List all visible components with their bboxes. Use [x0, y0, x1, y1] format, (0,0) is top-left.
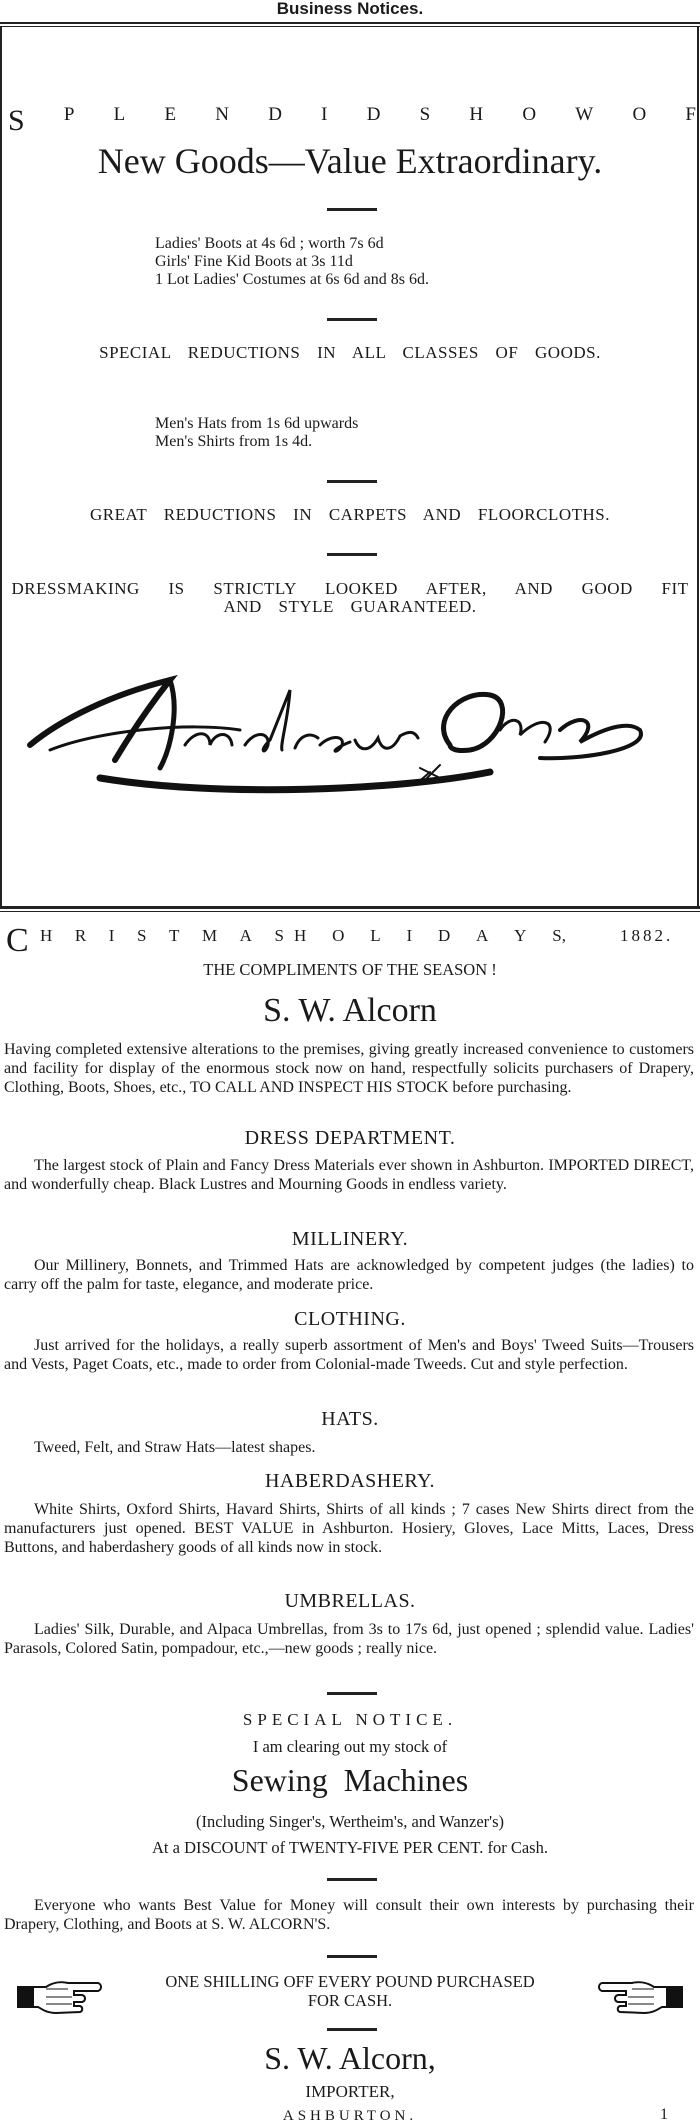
shilling-line-1: ONE SHILLING OFF EVERY POUND PURCHASED — [165, 1972, 535, 1991]
list-item: Girls' Fine Kid Boots at 3s 11d — [155, 253, 353, 270]
spaced-letter: I — [321, 104, 328, 125]
spaced-letter: I — [108, 926, 115, 945]
shilling-line-2: FOR CASH. — [307, 1991, 393, 2010]
holidays-word — [294, 926, 566, 946]
divider — [327, 480, 377, 483]
list-item: Men's Shirts from 1s 4d. — [155, 433, 313, 450]
spaced-letter: H — [40, 926, 53, 945]
section-millinery-text: Our Millinery, Bonnets, and Trimmed Hats are acknowledged by competent judges (the ladies) to carry off the palm for taste, elegance, and moderate price. — [4, 1257, 694, 1293]
list-item: 1 Lot Ladies' Costumes at 6s 6d and 8s 6d. — [155, 271, 429, 288]
spaced-letter: D — [437, 926, 451, 945]
special-notice: SPECIAL NOTICE. — [242, 1710, 458, 1729]
sewing-machines: Sewing Machines — [231, 1762, 469, 1798]
spaced-letter: S, — [552, 926, 566, 945]
mens-list — [155, 415, 555, 451]
section-haberdashery-title: HABERDASHERY. — [264, 1470, 436, 1492]
spaced-letter: I — [406, 926, 413, 945]
section-dress-title: DRESS DEPARTMENT. — [244, 1127, 456, 1149]
spaced-letter: N — [215, 104, 230, 125]
clearing-line: I am clearing out my stock of — [252, 1737, 448, 1756]
importer: IMPORTER, — [305, 2082, 395, 2101]
section-clothing-text: Just arrived for the holidays, a really superb assortment of Men's and Boys' Tweed Suits—Trousers and Vests, Paget Coats, etc., made to order from Colonial-made Tweeds. Cut and style perfection. — [4, 1337, 694, 1373]
spaced-letter: A — [476, 926, 489, 945]
section-clothing-title: CLOTHING. — [294, 1308, 406, 1330]
section-dress-text: The largest stock of Plain and Fancy Dress Materials ever shown in Ashburton. IMPORTED DIRECT, and wonderfully cheap. Black Lustres and Mourning Goods in endless variety. — [4, 1157, 694, 1193]
year: 1882. — [620, 926, 674, 945]
list-item: Men's Hats from 1s 6d upwards — [155, 415, 359, 432]
section-hats-title: HATS. — [321, 1408, 379, 1430]
divider — [327, 553, 377, 556]
header-rule-thin — [0, 26, 700, 27]
spaced-letter: D — [268, 104, 282, 125]
drop-cap-c: C — [6, 922, 29, 959]
divider — [327, 208, 377, 211]
spaced-letter: S — [419, 104, 431, 125]
spaced-letter: L — [113, 104, 126, 125]
spaced-letter: E — [164, 104, 177, 125]
divider — [327, 1692, 377, 1695]
spaced-letter: S — [8, 104, 25, 137]
spaced-letter: Y — [514, 926, 527, 945]
spaced-letter: F — [685, 104, 696, 125]
footer-name: S. W. Alcorn, — [264, 2040, 436, 2076]
spaced-letter: R — [74, 926, 87, 945]
section-millinery-title: MILLINERY. — [291, 1228, 409, 1250]
ad-separator-thin — [0, 911, 700, 912]
header-rule — [0, 22, 700, 24]
merchant-name: S. W. Alcorn — [263, 992, 437, 1029]
ad-headline: New Goods—Value Extraordinary. — [97, 141, 603, 181]
brands-line: (Including Singer's, Wertheim's, and Wanzer's) — [195, 1812, 505, 1831]
divider — [327, 1878, 377, 1881]
signature-andrew-orr — [20, 660, 680, 810]
divider — [327, 318, 377, 321]
ad-separator — [0, 906, 700, 909]
spaced-letter: D — [366, 104, 381, 125]
spaced-letter: L — [370, 926, 381, 945]
dressmaking-line-2: AND STYLE GUARANTEED. — [223, 597, 477, 616]
discount-line: At a DISCOUNT of TWENTY-FIVE PER CENT. for Cash. — [152, 1838, 548, 1857]
spaced-letter: M — [201, 926, 218, 945]
spaced-letter: A — [239, 926, 252, 945]
town: ASHBURTON. — [282, 2108, 418, 2124]
spaced-letter: O — [632, 104, 647, 125]
compliments: THE COMPLIMENTS OF THE SEASON ! — [203, 960, 497, 979]
spaced-letter: P — [63, 104, 75, 125]
spaced-letter: S — [136, 926, 147, 945]
christmas-word — [40, 926, 284, 946]
section-haberdashery-text: White Shirts, Oxford Shirts, Havard Shirts, Shirts of all kinds ; 7 cases New Shirts direct from the manufacturers just opened. BEST VALUE in Ashburton. Hosiery, Gloves, Lace Mitts, Laces, Dress Buttons, and haberdashery goods of all kinds now in stock. — [4, 1501, 694, 1556]
everyone-paragraph: Everyone who wants Best Value for Money will consult their own interests by purchasing their Drapery, Clothing, and Boots at S. W. ALCORN'S. — [4, 1897, 694, 1933]
dressmaking-notice — [0, 580, 700, 616]
section-header: Business Notices. — [276, 0, 424, 18]
spaced-letter: H — [469, 104, 484, 125]
spaced-letter: W — [575, 104, 594, 125]
list-item: Ladies' Boots at 4s 6d ; worth 7s 6d — [155, 235, 384, 252]
spaced-letter: T — [169, 926, 180, 945]
section-hats-text: Tweed, Felt, and Straw Hats—latest shapes. — [34, 1439, 316, 1456]
page-number: 1 — [660, 2106, 668, 2123]
spaced-letter: S — [274, 926, 284, 945]
special-reductions: SPECIAL REDUCTIONS IN ALL CLASSES OF GOODS. — [99, 343, 601, 362]
divider — [327, 2028, 377, 2031]
spaced-letter: H — [294, 926, 307, 945]
section-umbrellas-title: UMBRELLAS. — [284, 1590, 416, 1612]
great-reductions: GREAT REDUCTIONS IN CARPETS AND FLOORCLOTHS. — [90, 505, 610, 524]
shilling-off — [0, 1972, 700, 2010]
splendid-show-heading — [8, 104, 696, 138]
divider — [327, 1955, 377, 1958]
spaced-letter: O — [332, 926, 345, 945]
spaced-letter: O — [522, 104, 537, 125]
intro-paragraph: Having completed extensive alterations to the premises, giving greatly increased convenience to customers and facility for display of the enormous stock now on hand, respectfully solicits purchasers of Drapery, Clothing, Boots, Shoes, etc., TO CALL AND INSPECT HIS STOCK before purchasing. — [4, 1041, 694, 1096]
dressmaking-line-1: DRESSMAKING IS STRICTLY LOOKED AFTER, AND GOOD FIT — [11, 579, 689, 598]
boots-list — [155, 235, 555, 289]
section-umbrellas-text: Ladies' Silk, Durable, and Alpaca Umbrellas, from 3s to 17s 6d, just opened ; splendid value. Ladies' Parasols, Colored Satin, pompadour, etc.,—new goods ; really nice. — [4, 1621, 694, 1657]
